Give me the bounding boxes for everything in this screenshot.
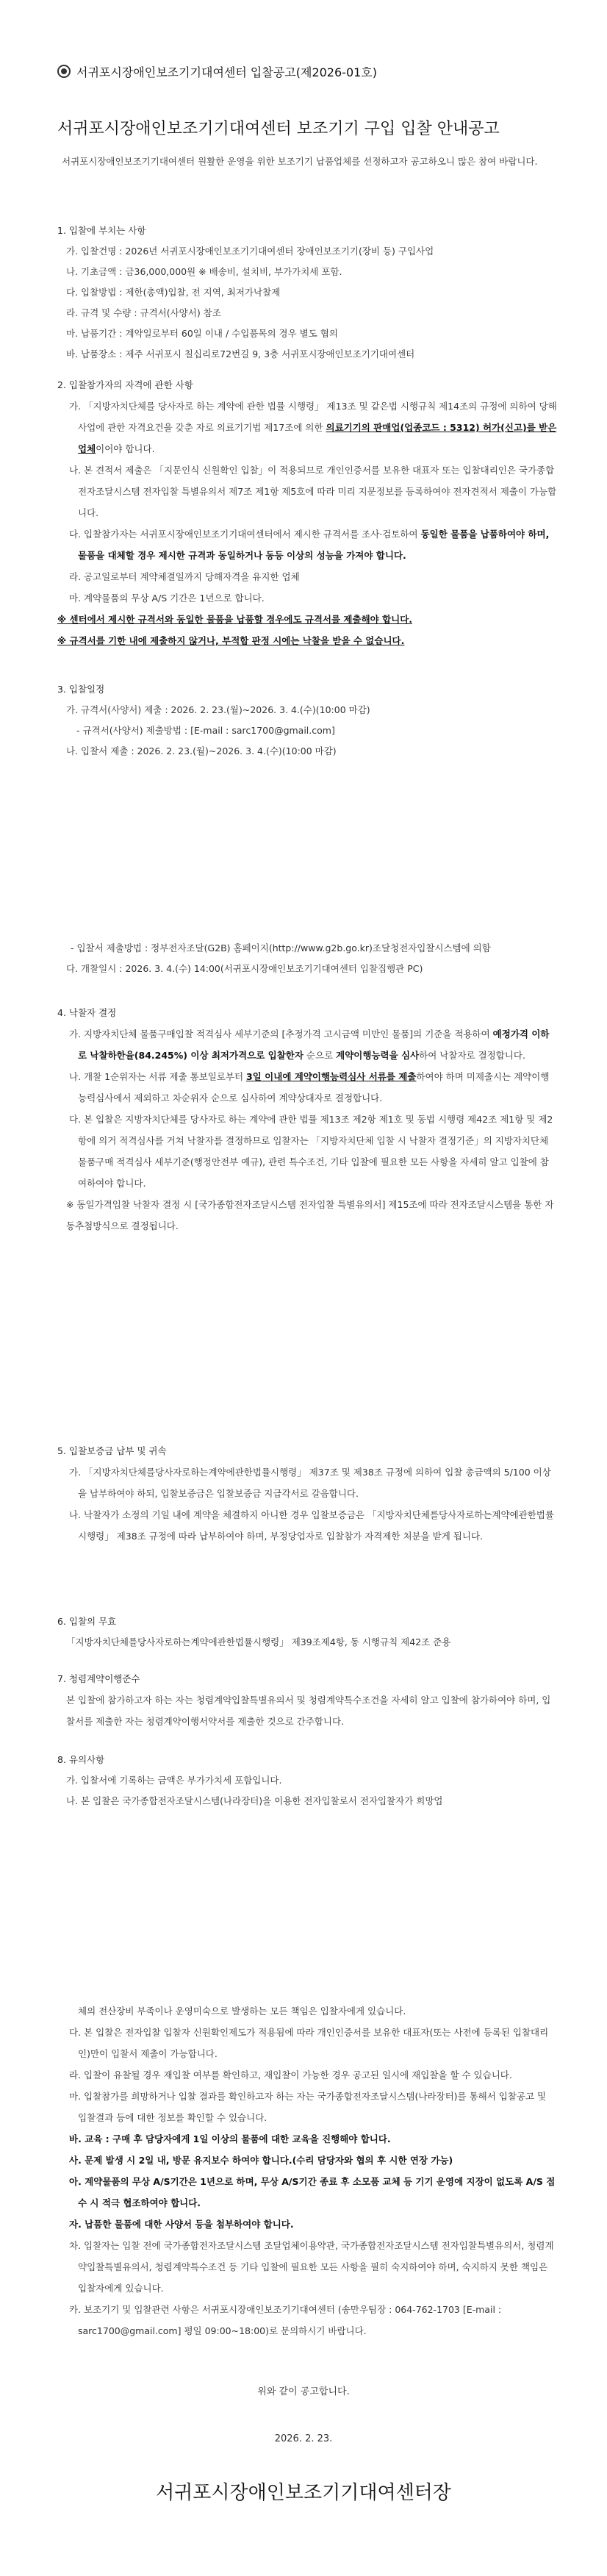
award-da: 다. 본 입찰은 지방자치단체를 당사자로 하는 계약에 관한 법률 제13조 제2항 제1호 및 동법 시행령 제42조 제1항 및 제2항에 의거 적격심사를 거쳐 낙찰자를 결정하므로 입찰자는 「지방자치단체 입찰 시 낙찰자 결정기준」의 지방자치단체 물품구매 적격심사 세부기준(행정안전부 예규), 관련 특수조건, 기타 입찰에 필요한 모든 사항을 자세히 알고 입찰에 참여하여야 합니다.	[69, 1114, 553, 1189]
list-item: 나. 기초금액 : 금36,000,000원 ※ 배송비, 설치비, 부가가치세 포함.	[66, 266, 342, 277]
section-heading: 6. 입찰의 무효	[57, 1616, 117, 1627]
note-ja: 자. 납품한 물품에 대한 사양서 등을 첨부하여야 합니다.	[69, 2219, 294, 2230]
note-na: 나. 본 입찰은 국가종합전자조달시스템(나라장터)을 이용한 전자입찰로서 전자입찰자가 희망업	[66, 1795, 443, 1806]
list-item: 라. 규격 및 수량 : 규격서(사양서) 참조	[66, 307, 221, 318]
qualification-da: 다. 입찰참가자는 서귀포시장애인보조기기대여센터에서 제시한 규격서를 조사·검토하여 동일한 물품을 납품하여야 하며, 물품을 대체할 경우 제시한 규격과 동일하거나 동등 이상의 성능을 가져야 합니다.	[69, 529, 550, 561]
qualification-ra: 라. 공고일로부터 계약체결일까지 당해자격을 유지한 업체	[69, 571, 300, 582]
schedule-bid-method: - 입찰서 제출방법 : 정부전자조달(G2B) 홈페이지(http://www.g2b.go.kr)조달청전자입찰시스템에 의함	[71, 942, 491, 954]
list-item: 바. 납품장소 : 제주 서귀포시 칠십리로72번길 9, 3층 서귀포시장애인보조기기대여센터	[66, 348, 415, 359]
note-cha: 차. 입찰자는 입찰 전에 국가종합전자조달시스템 조달업체이용약관, 국가종합전자조달시스템 전자입찰특별유의서, 청렴계약입찰특별유의서, 청렴계약특수조건 등 기타 입찰에 필요한 모든 사항을 필히 숙지하여야 하며, 숙지하지 못한 책임은 입찰자에게 있습니다.	[69, 2240, 554, 2294]
invalid-bid-text: 「지방자치단체를당사자로하는계약에관한법률시행령」 제39조제4항, 동 시행규칙 제42조 준용	[66, 1636, 451, 1647]
notice-date: 2026. 2. 23.	[274, 2433, 333, 2444]
spec-note-2: ※ 규격서를 기한 내에 제출하지 않거나, 부적합 판정 시에는 낙찰을 받을 수 없습니다.	[57, 635, 405, 646]
award-na: 나. 개찰 1순위자는 서류 제출 통보일로부터 3일 이내에 계약이행능력심사 서류를 제출하여야 하며 미제출시는 계약이행능력심사에서 제외하고 차순위자 순으로 심사하여 계약상대자로 결정합니다.	[69, 1071, 550, 1103]
list-item: 마. 납품기간 : 계약일로부터 60일 이내 / 수입품목의 경우 별도 협의	[66, 328, 338, 339]
schedule-bid: 나. 입찰서 제출 : 2026. 2. 23.(월)~2026. 3. 4.(수)(10:00 마감)	[66, 745, 337, 756]
section-heading: 8. 유의사항	[57, 1754, 105, 1765]
closing-statement: 위와 같이 공고합니다.	[257, 2386, 350, 2397]
note-na-continued: 체의 전산장비 부족이나 운영미숙으로 발생하는 모든 책임은 입찰자에게 있습니다.	[78, 2006, 406, 2017]
list-item: 가. 입찰건명 : 2026년 서귀포시장애인보조기기대여센터 장애인보조기기(장비 등) 구입사업	[66, 246, 434, 257]
note-a: 아. 계약물품의 무상 A/S기간은 1년으로 하며, 무상 A/S기간 종료 후 소모품 교체 등 기기 운영에 지장이 없도록 A/S 접수 시 적극 협조하여야 합니다.	[69, 2176, 556, 2208]
spec-note-1: ※ 센터에서 제시한 규격서와 동일한 물품을 납품할 경우에도 규격서를 제출해야 합니다.	[57, 614, 413, 625]
note-ka: 카. 보조기기 및 입찰관련 사항은 서귀포시장애인보조기기대여센터 (송만우팀장 : 064-762-1703 [E-mail : sarc1700@gmail.com] 평일 09:00~18:00)로 문의하시기 바랍니다.	[69, 2304, 502, 2336]
section-6	[57, 1611, 557, 1653]
note-ma: 마. 입찰참가를 희망하거나 입찰 결과를 확인하고자 하는 자는 국가종합전자조달시스템(나라장터)를 통해서 입찰공고 및 입찰결과 등에 대한 정보를 확인할 수 있습니다.	[69, 2091, 547, 2123]
section-3	[57, 679, 557, 762]
notice-number-heading: 서귀포시장애인보조기기대여센터 입찰공고(제2026-01호)	[57, 63, 377, 80]
section-5	[57, 1441, 557, 1547]
schedule-spec-method: - 규격서(사양서) 제출방법 : [E-mail : sarc1700@gmail.com]	[76, 725, 335, 736]
bullet-circle-icon	[57, 65, 71, 78]
section-4	[57, 1003, 557, 1237]
intro-paragraph: 서귀포시장애인보조기기대여센터 원활한 운영을 위한 보조기기 납품업체를 선정하고자 공고하오니 많은 참여 바랍니다.	[62, 156, 538, 167]
section-7	[57, 1669, 557, 1732]
section-1	[57, 221, 557, 365]
qualification-na: 나. 본 견적서 제출은 「지문인식 신원확인 입찰」이 적용되므로 개인인증서를 보유한 대표자 또는 입찰대리인은 국가종합전자조달시스템 전자입찰 특별유의서 제7조 제1항 제5호에 따라 미리 지문정보를 등록하여야 전자견적서 제출이 가능합니다.	[69, 465, 557, 518]
note-sa: 사. 문제 발생 시 2일 내, 방문 유지보수 하여야 합니다.(수리 담당자와 협의 후 시한 연장 가능)	[69, 2155, 453, 2166]
schedule-opening: 다. 개찰일시 : 2026. 3. 4.(수) 14:00(서귀포시장애인보조기기대여센터 입찰집행관 PC)	[66, 963, 423, 974]
deposit-na: 나. 낙찰자가 소정의 기일 내에 계약을 체결하지 아니한 경우 입찰보증금은 「지방자치단체를당사자로하는계약에관한법률시행령」 제38조 규정에 따라 납부하여야 하며, 부정당업자로 입찰참가 자격제한 처분을 받게 됩니다.	[69, 1509, 554, 1542]
note-ba: 바. 교육 : 구매 후 담당자에게 1일 이상의 물품에 대한 교육을 진행해야 합니다.	[69, 2133, 391, 2144]
section-heading: 5. 입찰보증금 납부 및 귀속	[57, 1445, 167, 1456]
qualification-ga: 가. 「지방자치단체를 당사자로 하는 계약에 관한 법률 시행령」 제13조 및 같은법 시행규칙 제14조의 규정에 의하여 당해사업에 관한 자격요건을 갖춘 자로 의료기기법 제17조에 의한 의료기기의 판매업(업종코드 : 5312) 허가(신고)를 받은 업체이어야 합니다.	[69, 401, 557, 454]
section-8	[57, 1750, 557, 1811]
award-ga: 가. 지방자치단체 물품구매입찰 적격심사 세부기준의 [추정가격 고시금액 미만인 물품]의 기준을 적용하여 예정가격 이하로 낙찰하한율(84.245%) 이상 최저가격으로 입찰한자 순으로 계약이행능력을 심사하여 낙찰자로 결정합니다.	[69, 1028, 550, 1061]
note-da: 다. 본 입찰은 전자입찰 입찰자 신원확인제도가 적용됨에 따라 개인인증서를 보유한 대표자(또는 사전에 등록된 입찰대리인)만이 입찰서 제출이 가능합니다.	[69, 2027, 549, 2059]
deposit-ga: 가. 「지방자치단체를당사자로하는계약에관한법률시행령」 제37조 및 제38조 규정에 의하여 입찰 총금액의 5/100 이상을 납부하여야 하되, 입찰보증금은 입찰보증금 지급각서로 갈음합니다.	[69, 1467, 551, 1499]
section-heading: 2. 입찰참가자의 자격에 관한 사항	[57, 379, 193, 390]
qualification-ma: 마. 계약물품의 무상 A/S 기간은 1년으로 합니다.	[69, 593, 265, 604]
note-ga: 가. 입찰서에 기록하는 금액은 부가가치세 포함입니다.	[66, 1775, 282, 1786]
section-heading: 7. 청렴계약이행준수	[57, 1673, 140, 1684]
section-3-continued	[57, 938, 557, 979]
issuer-signature: 서귀포시장애인보조기기대여센터장	[156, 2482, 451, 2504]
page-title: 서귀포시장애인보조기기대여센터 보조기기 구입 입찰 안내공고	[57, 120, 500, 138]
section-8-continued	[57, 2001, 557, 2341]
schedule-spec: 가. 규격서(사양서) 제출 : 2026. 2. 23.(월)~2026. 3. 4.(수)(10:00 마감)	[66, 704, 370, 715]
note-ra: 라. 입찰이 유찰될 경우 재입찰 여부를 확인하고, 재입찰이 가능한 경우 공고된 일시에 재입찰을 할 수 있습니다.	[69, 2069, 512, 2081]
section-heading: 4. 낙찰자 결정	[57, 1007, 117, 1018]
section-heading: 1. 입찰에 부치는 사항	[57, 225, 146, 236]
list-item: 다. 입찰방법 : 제한(총액)입찰, 전 지역, 최저가낙찰제	[66, 287, 281, 298]
section-heading: 3. 입찰일정	[57, 684, 105, 695]
section-2	[57, 375, 557, 651]
award-note: ※ 동일가격입찰 낙찰자 결정 시 [국가종합전자조달시스템 전자입찰 특별유의서] 제15조에 따라 전자조달시스템을 통한 자동추첨방식으로 결정됩니다.	[66, 1199, 554, 1231]
integrity-text: 본 입찰에 참가하고자 하는 자는 청렴계약입찰특별유의서 및 청렴계약특수조건을 자세히 알고 입찰에 참가하여야 하며, 입찰서를 제출한 자는 청렴계약이행서약서를 제출한 것으로 간주합니다.	[66, 1695, 551, 1727]
